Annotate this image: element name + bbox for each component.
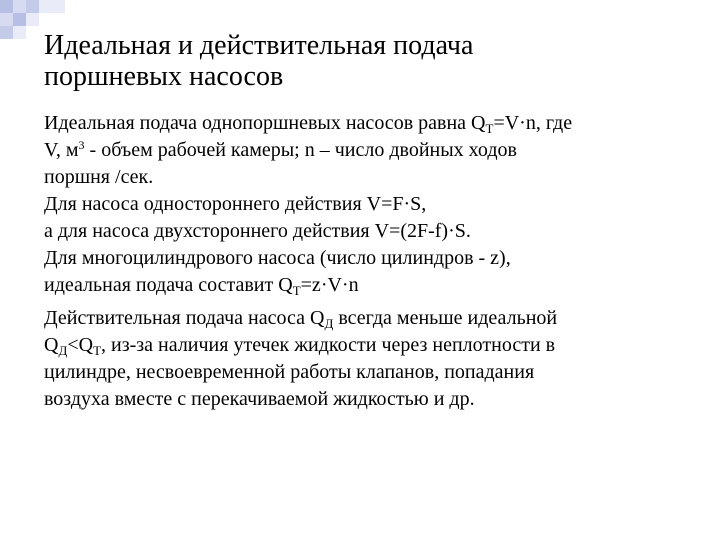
text-line: поршня /сек. xyxy=(44,166,154,188)
text-line xyxy=(44,137,694,164)
decor-tile xyxy=(13,13,26,26)
decor-tile xyxy=(0,0,13,13)
slide-title xyxy=(44,30,684,92)
text-run: всегда меньше идеальной xyxy=(333,307,558,329)
subscript: Д xyxy=(324,316,334,331)
decor-tile xyxy=(26,13,39,26)
subscript: Т xyxy=(485,121,494,136)
text-run: идеальная подача составит Q xyxy=(44,274,293,296)
decor-tile xyxy=(52,0,65,13)
text-line: Для насоса одностороннего действия V=F·S, xyxy=(44,193,427,215)
text-run: <Q xyxy=(67,334,94,356)
decor-tile xyxy=(13,26,26,39)
decor-tile xyxy=(0,26,13,39)
text-run: Идеальная подача однопоршневых насосов равна Q xyxy=(44,112,486,134)
text-run: =V·n, где xyxy=(493,112,573,134)
title-line: Идеальная и действительная подача xyxy=(44,30,474,61)
subscript: T xyxy=(292,283,301,298)
text-line: а для насоса двухстороннего действия V=(2F-f)·S. xyxy=(44,220,471,242)
decor-tile xyxy=(26,0,39,13)
title-line: поршневых насосов xyxy=(44,61,284,92)
text-line xyxy=(44,305,694,332)
text-run: Q xyxy=(44,334,59,356)
subscript: Д xyxy=(58,343,68,358)
subscript: Т xyxy=(93,343,102,358)
text-line: Для многоцилиндрового насоса (число цилиндров - z), xyxy=(44,247,511,269)
text-line: цилиндре, несвоевременной работы клапанов, попадания xyxy=(44,361,535,383)
text-run: =z·V·n xyxy=(300,274,359,296)
paragraph-actual-flow xyxy=(44,305,694,413)
text-run: , из-за наличия утечек жидкости через неплотности в xyxy=(101,334,556,356)
paragraph-ideal-flow xyxy=(44,110,694,299)
text-run: V, м xyxy=(44,139,79,161)
text-line: воздуха вместе с перекачиваемой жидкостью и др. xyxy=(44,388,475,410)
decor-tile xyxy=(39,0,52,13)
text-run: - объем рабочей камеры; n – число двойных ходов xyxy=(84,139,517,161)
superscript: 3 xyxy=(78,138,85,152)
decor-tile xyxy=(0,13,13,26)
text-line xyxy=(44,272,694,299)
slide-body xyxy=(44,110,694,417)
text-line xyxy=(44,332,694,359)
text-run: Действительная подача насоса Q xyxy=(44,307,325,329)
decor-tile xyxy=(13,0,26,13)
text-line xyxy=(44,110,694,137)
